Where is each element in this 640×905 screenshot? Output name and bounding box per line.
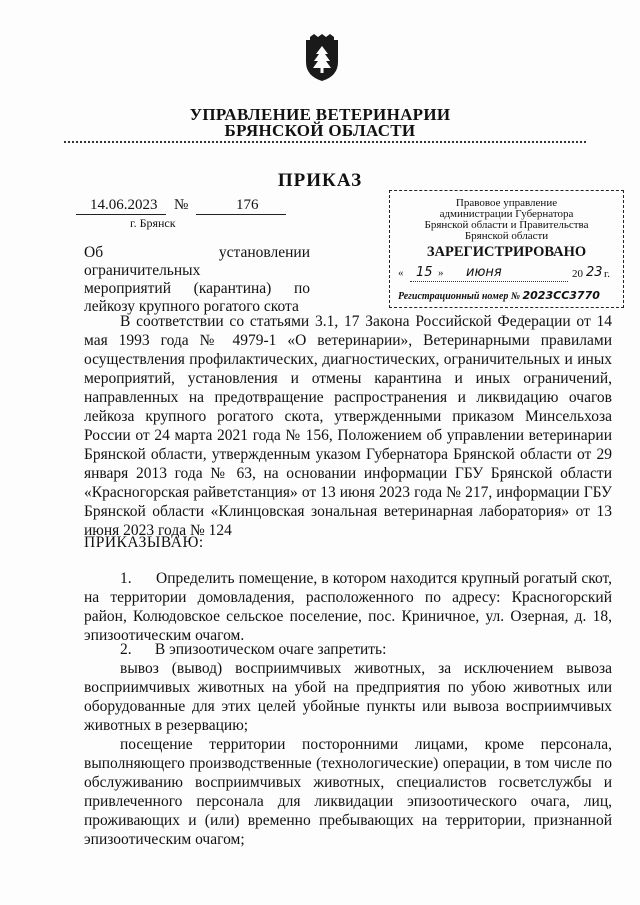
order-item-2: 2. В эпизоотическом очаге запретить:	[120, 641, 387, 658]
subject-line3: лейкозу крупного рогатого скота	[84, 298, 299, 315]
order-word: ПРИКАЗЫВАЮ:	[84, 534, 204, 551]
number-sign: №	[174, 197, 189, 213]
document-number: 176	[236, 197, 259, 213]
document-city: г. Брянск	[130, 216, 176, 230]
stamp-month: июня	[466, 265, 502, 280]
document-date: 14.06.2023	[90, 197, 158, 213]
stamp-day: 15	[416, 265, 433, 280]
order-item-2-sub-a: вывоз (вывод) восприимчивых животных, за исключением вывоза восприимчивых животных на убой на предприятия по убою животных или оборудованные для этих целей убойные пункты или вывоза восприимчивых животных в резервацию;	[84, 660, 612, 734]
document-title: ПРИКАЗ	[277, 170, 363, 191]
order-item-1: 1. Определить помещение, в котором находится крупный рогатый скот, на территории домовладения, расположенного по адресу: Красногорский район, Колюдовское сельское поселение, пос. Криничное, ул. Озерная, д. 18, эпизоотическим очагом.	[84, 570, 612, 644]
subject-line1: Об установлении ограничительных	[84, 244, 310, 279]
stamp-regnum-label: Регистрационный номер №	[398, 291, 520, 302]
stamp-date-line: « 15 » июня 20 23 г.	[398, 265, 611, 280]
org-name-line1: УПРАВЛЕНИЕ ВЕТЕРИНАРИИ	[189, 105, 451, 124]
stamp-line1: Правовое управление	[455, 197, 558, 209]
stamp-regnum	[398, 289, 600, 302]
stamp-regnum-value: 2023СС3770	[522, 289, 600, 302]
org-name-line2: БРЯНСКОЙ ОБЛАСТИ	[224, 121, 416, 140]
stamp-line3: Брянской области и Правительства	[424, 219, 589, 231]
stamp-line4: Брянской области	[464, 230, 549, 242]
preamble-paragraph: В соответствии со статьями 3.1, 17 Закона Российской Федерации от 14 мая 1993 года № 4979-1 «О ветеринарии», Ветеринарными правилами осуществления профилактических, диагностических, ограничительных и иных мероприятий, установления и отмены карантина и иных ограничений, направленных на предотвращение распространения и ликвидацию очагов лейкоза крупного рогатого скота, утвержденными приказом Минсельхоза России от 24 марта 2021 года № 156, Положением об управлении ветеринарии Брянской области, утвержденным указом Губернатора Брянской области от 29 января 2013 года № 63, на основании информации ГБУ Брянской области «Красногорская райветстанция» от 13 июня 2023 года № 217, информации ГБУ Брянской области «Клинцовская зональная ветеринарная лаборатория» от 13 июня 2023 года № 124	[84, 313, 612, 539]
document-subject	[84, 244, 310, 316]
header-divider	[64, 141, 586, 143]
coat-of-arms-icon	[302, 34, 342, 82]
stamp-year-prefix: 20	[572, 268, 583, 280]
subject-line2: мероприятий (карантина) по	[84, 280, 310, 297]
stamp-year-suffix: г.	[604, 268, 611, 280]
date-underline	[76, 214, 166, 215]
order-item-2-sub-b: посещение территории посторонними лицами, кроме персонала, выполняющего производственные (технологические) операции, в том числе по обслуживанию восприимчивых животных, специалистов госветслужбы и привлеченного персонала для ликвидации эпизоотического очага, лиц, проживающих и (или) временно пребывающих на территории, признанной эпизоотическим очагом;	[84, 736, 612, 848]
stamp-line2: администрации Губернатора	[439, 208, 574, 220]
number-underline	[196, 214, 286, 215]
registration-stamp	[389, 190, 624, 308]
stamp-registered: ЗАРЕГИСТРИРОВАНО	[426, 244, 587, 260]
stamp-year: 23	[586, 265, 603, 280]
